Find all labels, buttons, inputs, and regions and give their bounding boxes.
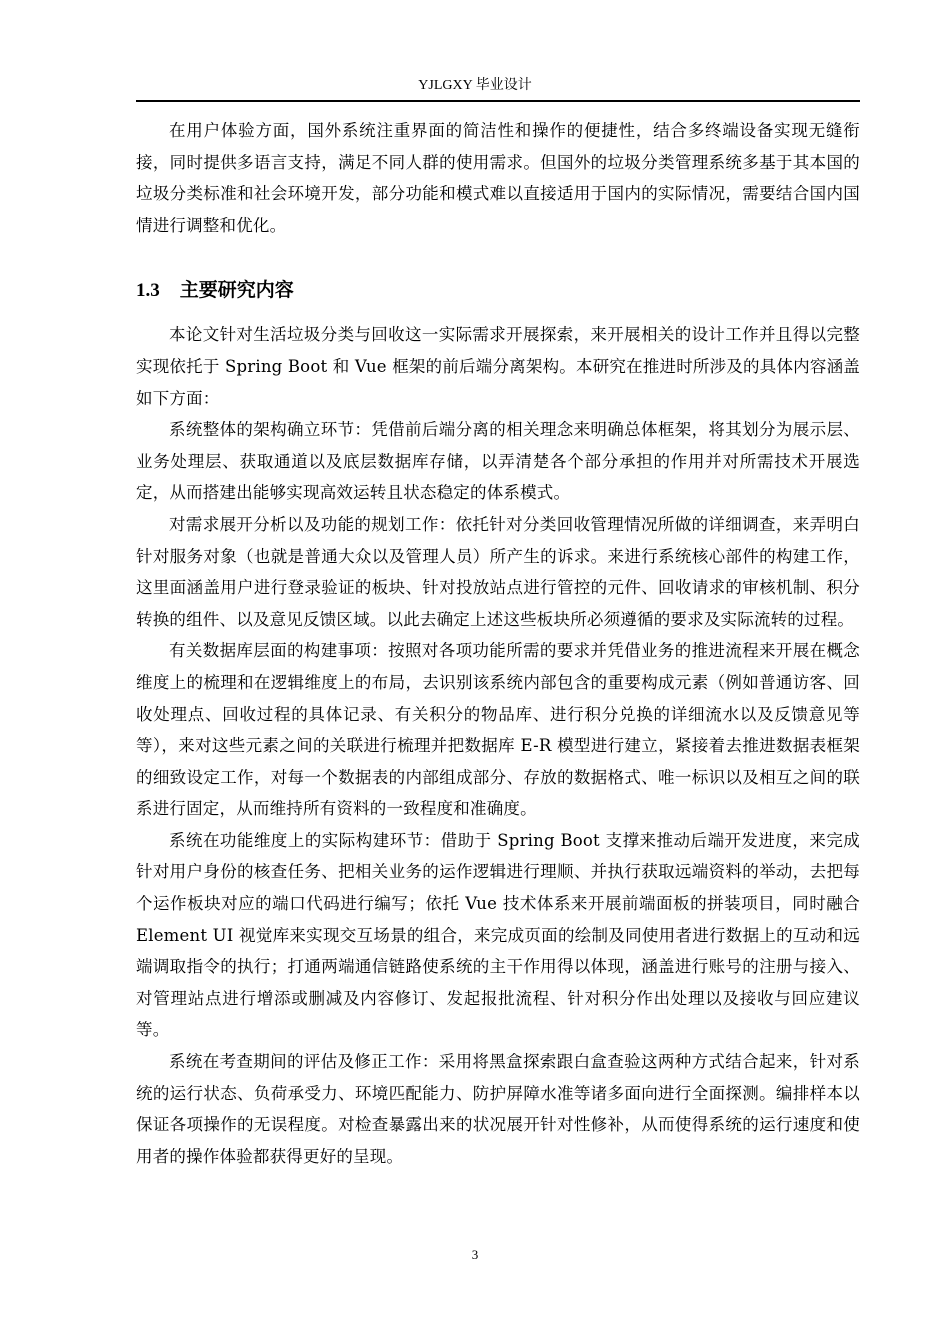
section-title: 主要研究内容: [179, 279, 294, 302]
paragraph: 系统整体的架构确立环节：凭借前后端分离的相关理念来明确总体框架，将其划分为展示层、业务处理层、获取通道以及底层数据库存储，以弄清楚各个部分承担的作用并对所需技术开展选定，从而搭建出能够实现高效运转且状态稳定的体系模式。: [136, 420, 860, 503]
paragraph: 本论文针对生活垃圾分类与回收这一实际需求开展探索，来开展相关的设计工作并且得以完整实现依托于 Spring Boot 和 Vue 框架的前后端分离架构。本研究在推进时所涉及的具体内容涵盖如下方面：: [136, 325, 860, 408]
section-heading: [136, 273, 860, 307]
page-number: 3: [471, 1247, 479, 1262]
paragraph: 在用户体验方面，国外系统注重界面的简洁性和操作的便捷性，结合多终端设备实现无缝衔接，同时提供多语言支持，满足不同人群的使用需求。但国外的垃圾分类管理系统多基于其本国的垃圾分类标准和社会环境开发，部分功能和模式难以直接适用于国内的实际情况，需要结合国内国情进行调整和优化。: [136, 121, 860, 235]
running-header: YJLGXY 毕业设计: [418, 78, 532, 93]
section-number: 1.3: [136, 280, 160, 302]
paragraph: 有关数据库层面的构建事项：按照对各项功能所需的要求并凭借业务的推进流程来开展在概念维度上的梳理和在逻辑维度上的布局，去识别该系统内部包含的重要构成元素（例如普通访客、回收处理点、回收过程的具体记录、有关积分的物品库、进行积分兑换的详细流水以及反馈意见等等），来对这些元素之间的关联进行梳理并把数据库 E-R 模型进行建立，紧接着去推进数据表框架的细致设定工作，对每一个数据表的内部组成部分、存放的数据格式、唯一标识以及相互之间的联系进行固定，从而维持所有资料的一致程度和准确度。: [136, 641, 860, 819]
paragraph: 系统在功能维度上的实际构建环节：借助于 Spring Boot 支撑来推动后端开发进度，来完成针对用户身份的核查任务、把相关业务的运作逻辑进行理顺、并执行获取远端资料的举动，去把每个运作板块对应的端口代码进行编写；依托 Vue 技术体系来开展前端面板的拼装项目，同时融合 Element UI 视觉库来实现交互场景的组合，来完成页面的绘制及同使用者进行数据上的互动和远端调取指令的执行；打通两端通信链路使系统的主干作用得以体现，涵盖进行账号的注册与接入、对管理站点进行增添或删减及内容修订、发起报批流程、针对积分作出处理以及接收与回应建议等。: [136, 830, 860, 1040]
header-rule: [136, 100, 860, 102]
page-body: [136, 115, 860, 1172]
paragraph: 系统在考查期间的评估及修正工作：采用将黑盒探索跟白盒查验这两种方式结合起来，针对系统的运行状态、负荷承受力、环境匹配能力、防护屏障水准等诸多面向进行全面探测。编排样本以保证各项操作的无误程度。对检查暴露出来的状况展开针对性修补，从而使得系统的运行速度和使用者的操作体验都获得更好的呈现。: [136, 1052, 860, 1166]
paragraph: 对需求展开分析以及功能的规划工作：依托针对分类回收管理情况所做的详细调查，来弄明白针对服务对象（也就是普通大众以及管理人员）所产生的诉求。来进行系统核心部件的构建工作，这里面涵盖用户进行登录验证的板块、针对投放站点进行管控的元件、回收请求的审核机制、积分转换的组件、以及意见反馈区域。以此去确定上述这些板块所必须遵循的要求及实际流转的过程。: [136, 514, 860, 629]
